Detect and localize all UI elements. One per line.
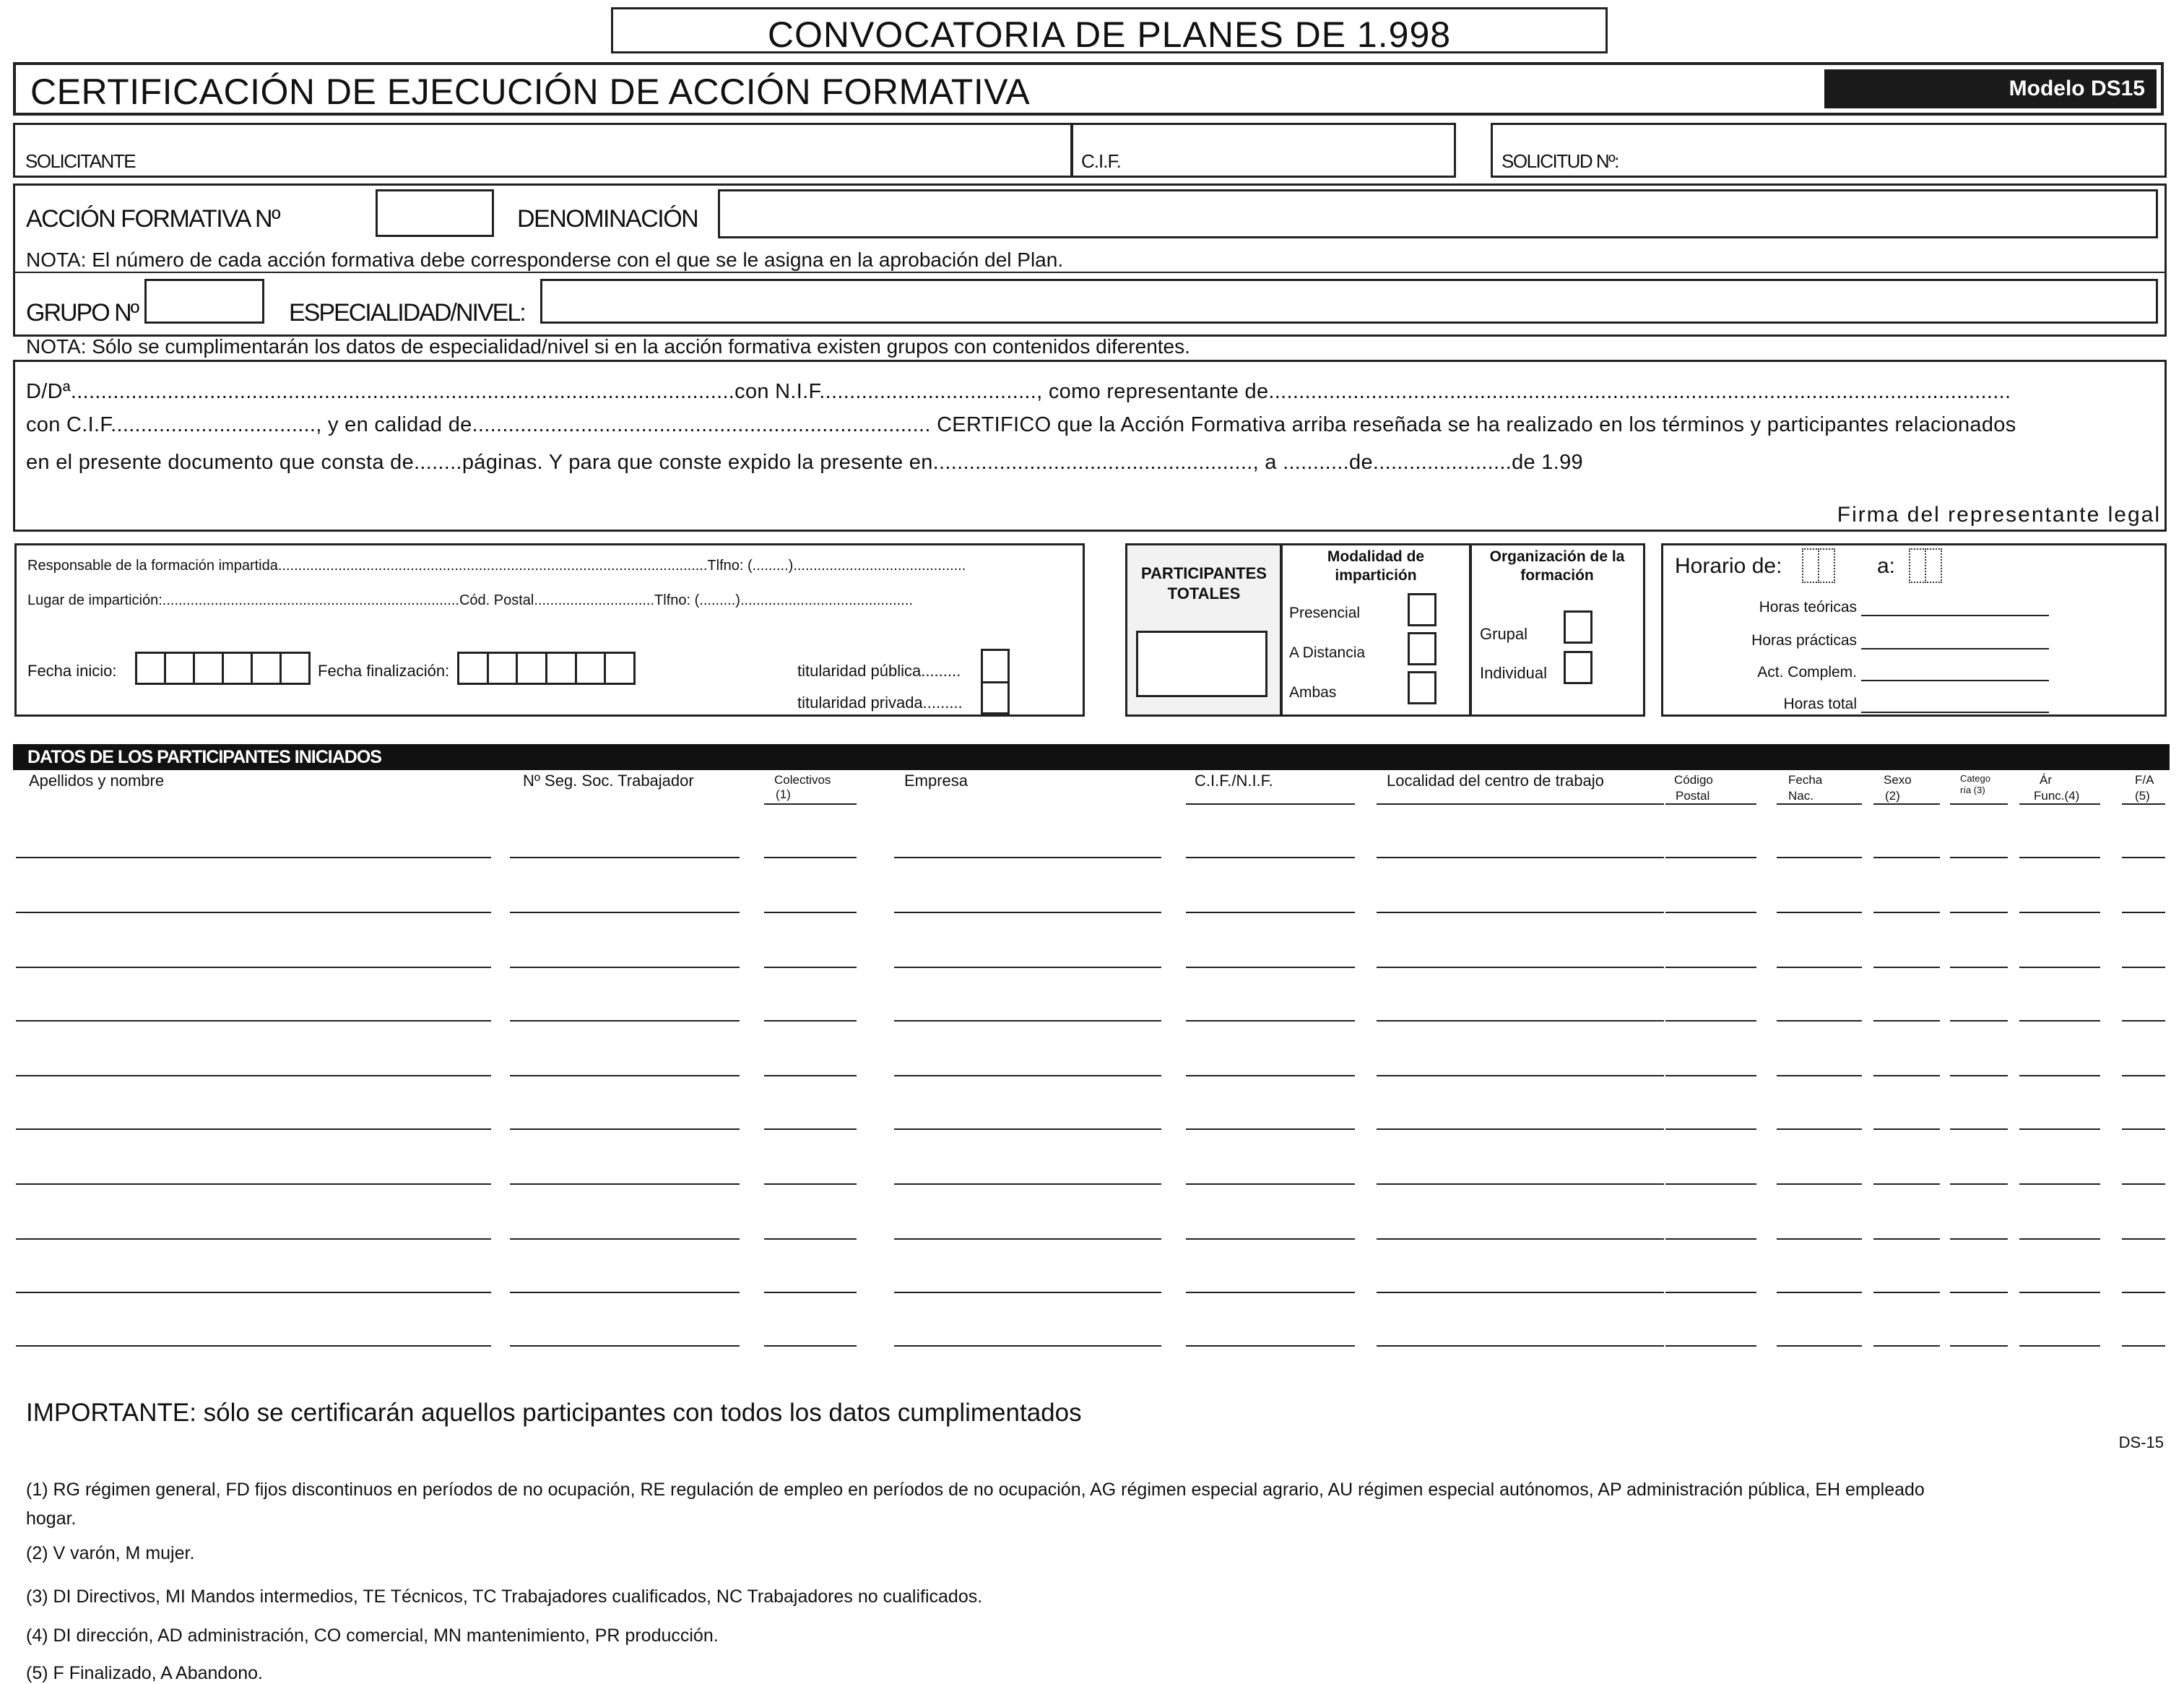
col-cif-nif: C.I.F./N.I.F. — [1195, 772, 1273, 790]
entry-line[interactable] — [2019, 857, 2100, 858]
entry-line[interactable] — [1665, 1292, 1756, 1293]
modelo-label: Modelo DS15 — [2008, 77, 2145, 100]
table-row — [0, 967, 2184, 968]
entry-line[interactable] — [16, 1075, 491, 1076]
fecha-inicio-input[interactable] — [137, 652, 311, 685]
solicitante-label: SOLICITANTE — [25, 150, 136, 172]
entry-line[interactable] — [894, 1020, 1161, 1022]
entry-line[interactable] — [1873, 1183, 1940, 1185]
entry-line[interactable] — [1186, 1238, 1355, 1240]
lugar-line: Lugar de impartición:..........................................................................Cód. Postal..............................Tlfno: (.........)........................................... — [27, 592, 913, 608]
entry-line[interactable] — [1777, 912, 1862, 913]
entry-line[interactable] — [1665, 1183, 1756, 1185]
entry-line[interactable] — [764, 857, 857, 858]
date-cell — [280, 652, 311, 685]
entry-line[interactable] — [1665, 1128, 1756, 1130]
entry-line[interactable] — [764, 1183, 857, 1185]
convocatoria-box — [611, 7, 1608, 53]
solicitante-field[interactable] — [13, 123, 1073, 178]
modelo-badge — [1824, 69, 2157, 108]
importante-text: IMPORTANTE: sólo se certificarán aquellos participantes con todos los datos cumplimentados — [26, 1399, 1082, 1427]
datos-bar-title: DATOS DE LOS PARTICIPANTES INICIADOS — [27, 747, 381, 767]
entry-line[interactable] — [16, 1128, 491, 1130]
certification-line-3: en el presente documento que consta de........páginas. Y para que conste expido la presente en....................................................., a ...........de.......................de 1.99 — [26, 451, 1583, 474]
entry-line[interactable] — [1186, 1075, 1355, 1076]
entry-line[interactable] — [894, 857, 1161, 858]
especialidad-input[interactable] — [540, 279, 2158, 324]
col-categoria: Catego — [1960, 773, 1990, 784]
entry-line[interactable] — [1950, 857, 2008, 858]
entry-line[interactable] — [1950, 1345, 2008, 1347]
entry-line[interactable] — [1950, 1292, 2008, 1293]
entry-line[interactable] — [16, 967, 491, 968]
modalidad-ambas-checkbox[interactable] — [1408, 671, 1436, 704]
col-area: Ár — [2040, 773, 2052, 787]
date-cell — [545, 652, 577, 685]
entry-line[interactable] — [1377, 1345, 1664, 1347]
entry-line[interactable] — [1950, 912, 2008, 913]
col-fecha-2: Nac. — [1788, 789, 1814, 803]
entry-line[interactable] — [894, 1128, 1161, 1130]
entry-line[interactable] — [764, 1345, 857, 1347]
participantes-totales-input[interactable] — [1136, 631, 1268, 697]
entry-line[interactable] — [510, 967, 740, 968]
denominacion-input[interactable] — [718, 189, 2158, 238]
especialidad-label: ESPECIALIDAD/NIVEL: — [289, 299, 525, 327]
participantes-box — [1125, 543, 1283, 717]
col-localidad: Localidad del centro de trabajo — [1387, 772, 1604, 790]
grupo-nota: NOTA: Sólo se cumplimentarán los datos de especialidad/nivel si en la acción formativa existen grupos con contenidos diferentes. — [26, 335, 1190, 358]
entry-line[interactable] — [764, 1128, 857, 1130]
entry-line[interactable] — [1377, 1075, 1664, 1076]
horas-practicas-label: Horas prácticas — [1751, 632, 1857, 649]
form-code: DS-15 — [2118, 1433, 2164, 1451]
entry-line[interactable] — [1777, 1183, 1862, 1185]
table-row — [0, 1345, 2184, 1347]
entry-line[interactable] — [764, 1238, 857, 1240]
entry-line[interactable] — [764, 1075, 857, 1076]
modalidad-distancia-checkbox[interactable] — [1408, 632, 1436, 665]
entry-line[interactable] — [894, 1345, 1161, 1347]
col-area-2: Func.(4) — [2034, 789, 2080, 803]
certification-line-1: D/Dª..............................................................................................................con N.I.F...................................., como representante de........................................................................................................................... — [26, 380, 2011, 403]
titularidad-privada-label: titularidad privada......... — [797, 694, 963, 712]
entry-line[interactable] — [510, 1345, 740, 1347]
modalidad-title-1: Modalidad de — [1327, 548, 1425, 565]
entry-line[interactable] — [1186, 1183, 1355, 1185]
entry-line[interactable] — [1186, 912, 1355, 913]
entry-line[interactable] — [1950, 967, 2008, 968]
organizacion-individual-checkbox[interactable] — [1564, 651, 1592, 684]
date-cell — [251, 652, 282, 685]
titularidad-publica-checkbox[interactable] — [981, 649, 1010, 683]
entry-line[interactable] — [1665, 1075, 1756, 1076]
entry-line[interactable] — [1777, 1020, 1862, 1022]
footnote-5: (5) F Finalizado, A Abandono. — [26, 1663, 263, 1683]
entry-line[interactable] — [16, 912, 491, 913]
entry-line[interactable] — [1377, 1183, 1664, 1185]
entry-line[interactable] — [510, 1020, 740, 1022]
convocatoria-title: CONVOCATORIA DE PLANES DE 1.998 — [767, 14, 1452, 55]
hdr-underline-sexo — [1873, 803, 1940, 805]
entry-line[interactable] — [2122, 912, 2165, 913]
entry-line[interactable] — [1950, 1238, 2008, 1240]
col-colectivos-note: (1) — [776, 787, 791, 801]
table-row — [0, 1128, 2184, 1130]
entry-line[interactable] — [1777, 1238, 1862, 1240]
entry-line[interactable] — [1665, 1020, 1756, 1022]
modalidad-distancia-label: A Distancia — [1289, 644, 1366, 661]
date-cell — [164, 652, 195, 685]
modalidad-title-2: impartición — [1335, 567, 1417, 584]
horas-teoricas-line[interactable] — [1861, 615, 2049, 616]
cif-field[interactable] — [1070, 123, 1456, 178]
modalidad-box — [1280, 543, 1472, 717]
entry-line[interactable] — [764, 1020, 857, 1022]
horas-total-line[interactable] — [1861, 712, 2049, 713]
certification-line-2: con C.I.F.................................., y en calidad de............................................................................ CERTIFICO que la Acción Formativa arriba reseñada se ha realizado en los términos y participantes relacionados — [26, 413, 2016, 436]
entry-line[interactable] — [2019, 1020, 2100, 1022]
horario-label: Horario de: — [1675, 554, 1782, 578]
col-codigo-2: Postal — [1676, 789, 1710, 803]
accion-label: ACCIÓN FORMATIVA Nº — [26, 205, 280, 233]
entry-line[interactable] — [1873, 1020, 1940, 1022]
entry-line[interactable] — [16, 1345, 491, 1347]
table-row — [0, 1020, 2184, 1022]
entry-line[interactable] — [764, 1292, 857, 1293]
hdr-underline-cif — [1186, 803, 1355, 805]
titularidad-publica-label: titularidad pública......... — [797, 662, 961, 680]
horas-practicas-line[interactable] — [1861, 648, 2049, 649]
date-cell — [487, 652, 519, 685]
col-apellidos: Apellidos y nombre — [29, 772, 165, 790]
date-cell — [193, 652, 224, 685]
fecha-inicio-label: Fecha inicio: — [27, 662, 117, 680]
entry-line[interactable] — [510, 1075, 740, 1076]
hdr-underline-categoria — [1950, 803, 2008, 805]
entry-line[interactable] — [1186, 1345, 1355, 1347]
entry-line[interactable] — [1377, 967, 1664, 968]
entry-line[interactable] — [1377, 912, 1664, 913]
entry-line[interactable] — [510, 1292, 740, 1293]
col-sexo: Sexo — [1884, 773, 1912, 787]
entry-line[interactable] — [510, 1238, 740, 1240]
horario-from-m[interactable] — [1818, 548, 1835, 583]
hdr-underline-fa — [2122, 803, 2165, 805]
col-categoria-2: ría (3) — [1960, 785, 1985, 795]
entry-line[interactable] — [2019, 1075, 2100, 1076]
entry-line[interactable] — [1186, 1020, 1355, 1022]
horario-box — [1661, 543, 2167, 717]
title-box — [13, 62, 2164, 116]
entry-line[interactable] — [16, 1020, 491, 1022]
entry-line[interactable] — [2122, 1075, 2165, 1076]
entry-line[interactable] — [1950, 1075, 2008, 1076]
entry-line[interactable] — [1186, 857, 1355, 858]
act-complem-label: Act. Complem. — [1757, 664, 1857, 681]
form-title: CERTIFICACIÓN DE EJECUCIÓN DE ACCIÓN FORMATIVA — [30, 72, 1031, 112]
entry-line[interactable] — [1777, 1128, 1862, 1130]
date-cell — [575, 652, 607, 685]
entry-line[interactable] — [1377, 1238, 1664, 1240]
solicitud-field[interactable] — [1491, 123, 2167, 178]
entry-line[interactable] — [1777, 1075, 1862, 1076]
entry-line[interactable] — [1873, 1238, 1940, 1240]
table-row — [0, 1238, 2184, 1240]
solicitud-label: SOLICITUD Nº: — [1502, 150, 1618, 172]
entry-line[interactable] — [2019, 1238, 2100, 1240]
entry-line[interactable] — [894, 912, 1161, 913]
horas-teoricas-label: Horas teóricas — [1759, 599, 1857, 616]
firma-label: Firma del representante legal — [1837, 503, 2161, 527]
entry-line[interactable] — [2122, 857, 2165, 858]
entry-line[interactable] — [2122, 1128, 2165, 1130]
entry-line[interactable] — [2019, 1345, 2100, 1347]
hdr-underline-codigo — [1665, 803, 1756, 805]
entry-line[interactable] — [894, 1292, 1161, 1293]
entry-line[interactable] — [1377, 1292, 1664, 1293]
entry-line[interactable] — [16, 1183, 491, 1185]
horario-to-h[interactable] — [1909, 548, 1926, 583]
entry-line[interactable] — [2122, 1345, 2165, 1347]
entry-line[interactable] — [1950, 1128, 2008, 1130]
hdr-underline-colectivos — [764, 803, 857, 805]
fecha-fin-label: Fecha finalización: — [318, 662, 450, 680]
entry-line[interactable] — [1777, 967, 1862, 968]
horario-from-h[interactable] — [1802, 548, 1819, 583]
grupo-input[interactable] — [144, 279, 264, 324]
entry-line[interactable] — [1873, 912, 1940, 913]
entry-line[interactable] — [1665, 1345, 1756, 1347]
entry-line[interactable] — [2122, 1183, 2165, 1185]
entry-line[interactable] — [1665, 967, 1756, 968]
accion-divider — [13, 272, 2167, 273]
col-empresa: Empresa — [904, 772, 968, 790]
entry-line[interactable] — [1377, 857, 1664, 858]
col-fa: F/A — [2135, 773, 2154, 787]
table-row — [0, 857, 2184, 858]
entry-line[interactable] — [894, 1075, 1161, 1076]
footnote-3: (3) DI Directivos, MI Mandos intermedios, TE Técnicos, TC Trabajadores cualificados, NC Trabajadores no cualificados. — [26, 1586, 983, 1607]
organizacion-box — [1469, 543, 1645, 717]
entry-line[interactable] — [764, 967, 857, 968]
date-cell — [135, 652, 166, 685]
date-cell — [604, 652, 636, 685]
entry-line[interactable] — [1186, 1292, 1355, 1293]
table-row — [0, 1183, 2184, 1185]
col-seg-soc: Nº Seg. Soc. Trabajador — [523, 772, 694, 790]
entry-line[interactable] — [510, 1183, 740, 1185]
horas-total-label: Horas total — [1783, 696, 1857, 712]
modalidad-ambas-label: Ambas — [1289, 684, 1337, 701]
modalidad-presencial-checkbox[interactable] — [1408, 593, 1436, 626]
responsable-line: Responsable de la formación impartida...........................................................................................................Tlfno: (.........)........................................... — [27, 558, 966, 574]
entry-line[interactable] — [1777, 1345, 1862, 1347]
footnote-4: (4) DI dirección, AD administración, CO comercial, MN mantenimiento, PR producción. — [26, 1625, 719, 1646]
participantes-label-1: PARTICIPANTES — [1141, 564, 1267, 582]
entry-line[interactable] — [2019, 967, 2100, 968]
entry-line[interactable] — [1950, 1183, 2008, 1185]
entry-line[interactable] — [894, 1238, 1161, 1240]
entry-line[interactable] — [16, 1238, 491, 1240]
entry-line[interactable] — [764, 912, 857, 913]
footnote-1-cont: hogar. — [26, 1508, 77, 1529]
entry-line[interactable] — [1665, 1238, 1756, 1240]
footnote-2: (2) V varón, M mujer. — [26, 1543, 195, 1563]
participantes-label-2: TOTALES — [1167, 584, 1241, 603]
footnote-1: (1) RG régimen general, FD fijos discontinuos en períodos de no ocupación, RE regulación de empleo en períodos de no ocupación, AG régimen especial agrario, AU régimen especial autónomos, AP administración pública, EH empleado — [26, 1480, 1925, 1500]
entry-line[interactable] — [1950, 1020, 2008, 1022]
entry-line[interactable] — [16, 857, 491, 858]
organizacion-title-1: Organización de la — [1489, 548, 1625, 565]
entry-line[interactable] — [2019, 1183, 2100, 1185]
entry-line[interactable] — [510, 857, 740, 858]
datos-bar — [13, 744, 2170, 770]
date-cell — [516, 652, 547, 685]
entry-line[interactable] — [1777, 857, 1862, 858]
col-codigo: Código — [1674, 773, 1713, 787]
entry-line[interactable] — [1665, 857, 1756, 858]
modalidad-presencial-label: Presencial — [1289, 605, 1361, 621]
act-complem-line[interactable] — [1861, 680, 2049, 681]
entry-line[interactable] — [1186, 967, 1355, 968]
cif-label: C.I.F. — [1081, 150, 1121, 172]
entry-line[interactable] — [1873, 1292, 1940, 1293]
col-fecha: Fecha — [1788, 773, 1823, 787]
entry-line[interactable] — [1873, 1128, 1940, 1130]
col-fa-2: (5) — [2135, 789, 2150, 803]
entry-line[interactable] — [2122, 967, 2165, 968]
accion-nota: NOTA: El número de cada acción formativa debe corresponderse con el que se le asigna en la aprobación del Plan. — [26, 249, 1064, 271]
entry-line[interactable] — [1377, 1020, 1664, 1022]
entry-line[interactable] — [510, 1128, 740, 1130]
entry-line[interactable] — [2019, 1292, 2100, 1293]
table-row — [0, 912, 2184, 913]
table-row — [0, 1292, 2184, 1293]
hdr-underline-area — [2019, 803, 2100, 805]
col-colectivos: Colectivos — [774, 773, 831, 787]
organizacion-grupal-checkbox[interactable] — [1564, 610, 1592, 644]
organizacion-title-2: formación — [1520, 567, 1594, 584]
titularidad-privada-checkbox[interactable] — [981, 681, 1010, 714]
col-sexo-2: (2) — [1885, 789, 1900, 803]
entry-line[interactable] — [894, 967, 1161, 968]
date-cell — [222, 652, 253, 685]
entry-line[interactable] — [1186, 1128, 1355, 1130]
fecha-fin-input[interactable] — [459, 652, 636, 685]
entry-line[interactable] — [2122, 1020, 2165, 1022]
organizacion-grupal-label: Grupal — [1480, 625, 1528, 643]
entry-line[interactable] — [2122, 1238, 2165, 1240]
entry-line[interactable] — [1873, 857, 1940, 858]
table-row — [0, 1075, 2184, 1076]
hdr-underline-localidad — [1377, 803, 1664, 805]
entry-line[interactable] — [1873, 1345, 1940, 1347]
grupo-label: GRUPO Nº — [26, 299, 139, 327]
date-cell — [457, 652, 489, 685]
entry-line[interactable] — [894, 1183, 1161, 1185]
denominacion-label: DENOMINACIÓN — [517, 205, 698, 233]
entry-line[interactable] — [2122, 1292, 2165, 1293]
entry-line[interactable] — [1665, 912, 1756, 913]
accion-number-input[interactable] — [376, 189, 494, 237]
organizacion-individual-label: Individual — [1480, 664, 1547, 682]
horario-to-m[interactable] — [1925, 548, 1942, 583]
entry-line[interactable] — [510, 912, 740, 913]
entry-line[interactable] — [1873, 967, 1940, 968]
hdr-underline-fecha — [1777, 803, 1862, 805]
entry-line[interactable] — [1377, 1128, 1664, 1130]
entry-line[interactable] — [2019, 912, 2100, 913]
entry-line[interactable] — [16, 1292, 491, 1293]
entry-line[interactable] — [1873, 1075, 1940, 1076]
horario-a-label: a: — [1877, 554, 1896, 578]
entry-line[interactable] — [2019, 1128, 2100, 1130]
entry-line[interactable] — [1777, 1292, 1862, 1293]
